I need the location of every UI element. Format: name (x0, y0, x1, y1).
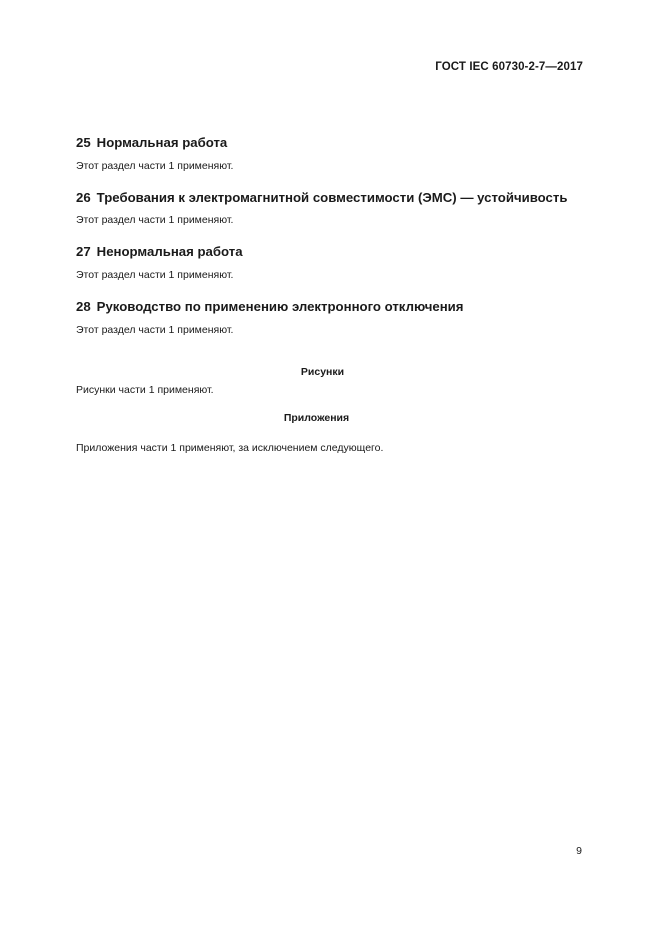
annexes-text: Приложения части 1 применяют, за исключением следующего. (76, 442, 384, 454)
section-heading (76, 244, 601, 259)
section-number: 26 (76, 190, 91, 205)
section-heading (76, 299, 601, 314)
section-26 (76, 190, 601, 226)
section-25 (76, 135, 601, 172)
figures-heading: Рисунки (300, 366, 345, 378)
section-body-text: Этот раздел части 1 применяют. (76, 324, 234, 336)
standard-code-header: ГОСТ IEC 60730-2-7—2017 (435, 61, 583, 73)
section-body-text: Этот раздел части 1 применяют. (76, 214, 234, 226)
page-number: 9 (576, 845, 582, 857)
section-heading (76, 135, 601, 150)
section-number: 28 (76, 299, 91, 314)
section-27 (76, 244, 601, 281)
figures-text: Рисунки части 1 применяют. (76, 384, 214, 396)
section-title: Руководство по применению электронного отключения (96, 299, 464, 314)
section-body-text: Этот раздел части 1 применяют. (76, 269, 234, 281)
section-heading (76, 190, 601, 205)
section-body-text: Этот раздел части 1 применяют. (76, 160, 234, 172)
section-title: Нормальная работа (96, 135, 228, 150)
section-number: 25 (76, 135, 91, 150)
section-title: Требования к электромагнитной совместимости (ЭМС) — устойчивость (96, 190, 568, 205)
section-title: Ненормальная работа (96, 244, 243, 259)
section-number: 27 (76, 244, 91, 259)
section-28 (76, 299, 601, 336)
annexes-heading: Приложения (283, 412, 350, 424)
